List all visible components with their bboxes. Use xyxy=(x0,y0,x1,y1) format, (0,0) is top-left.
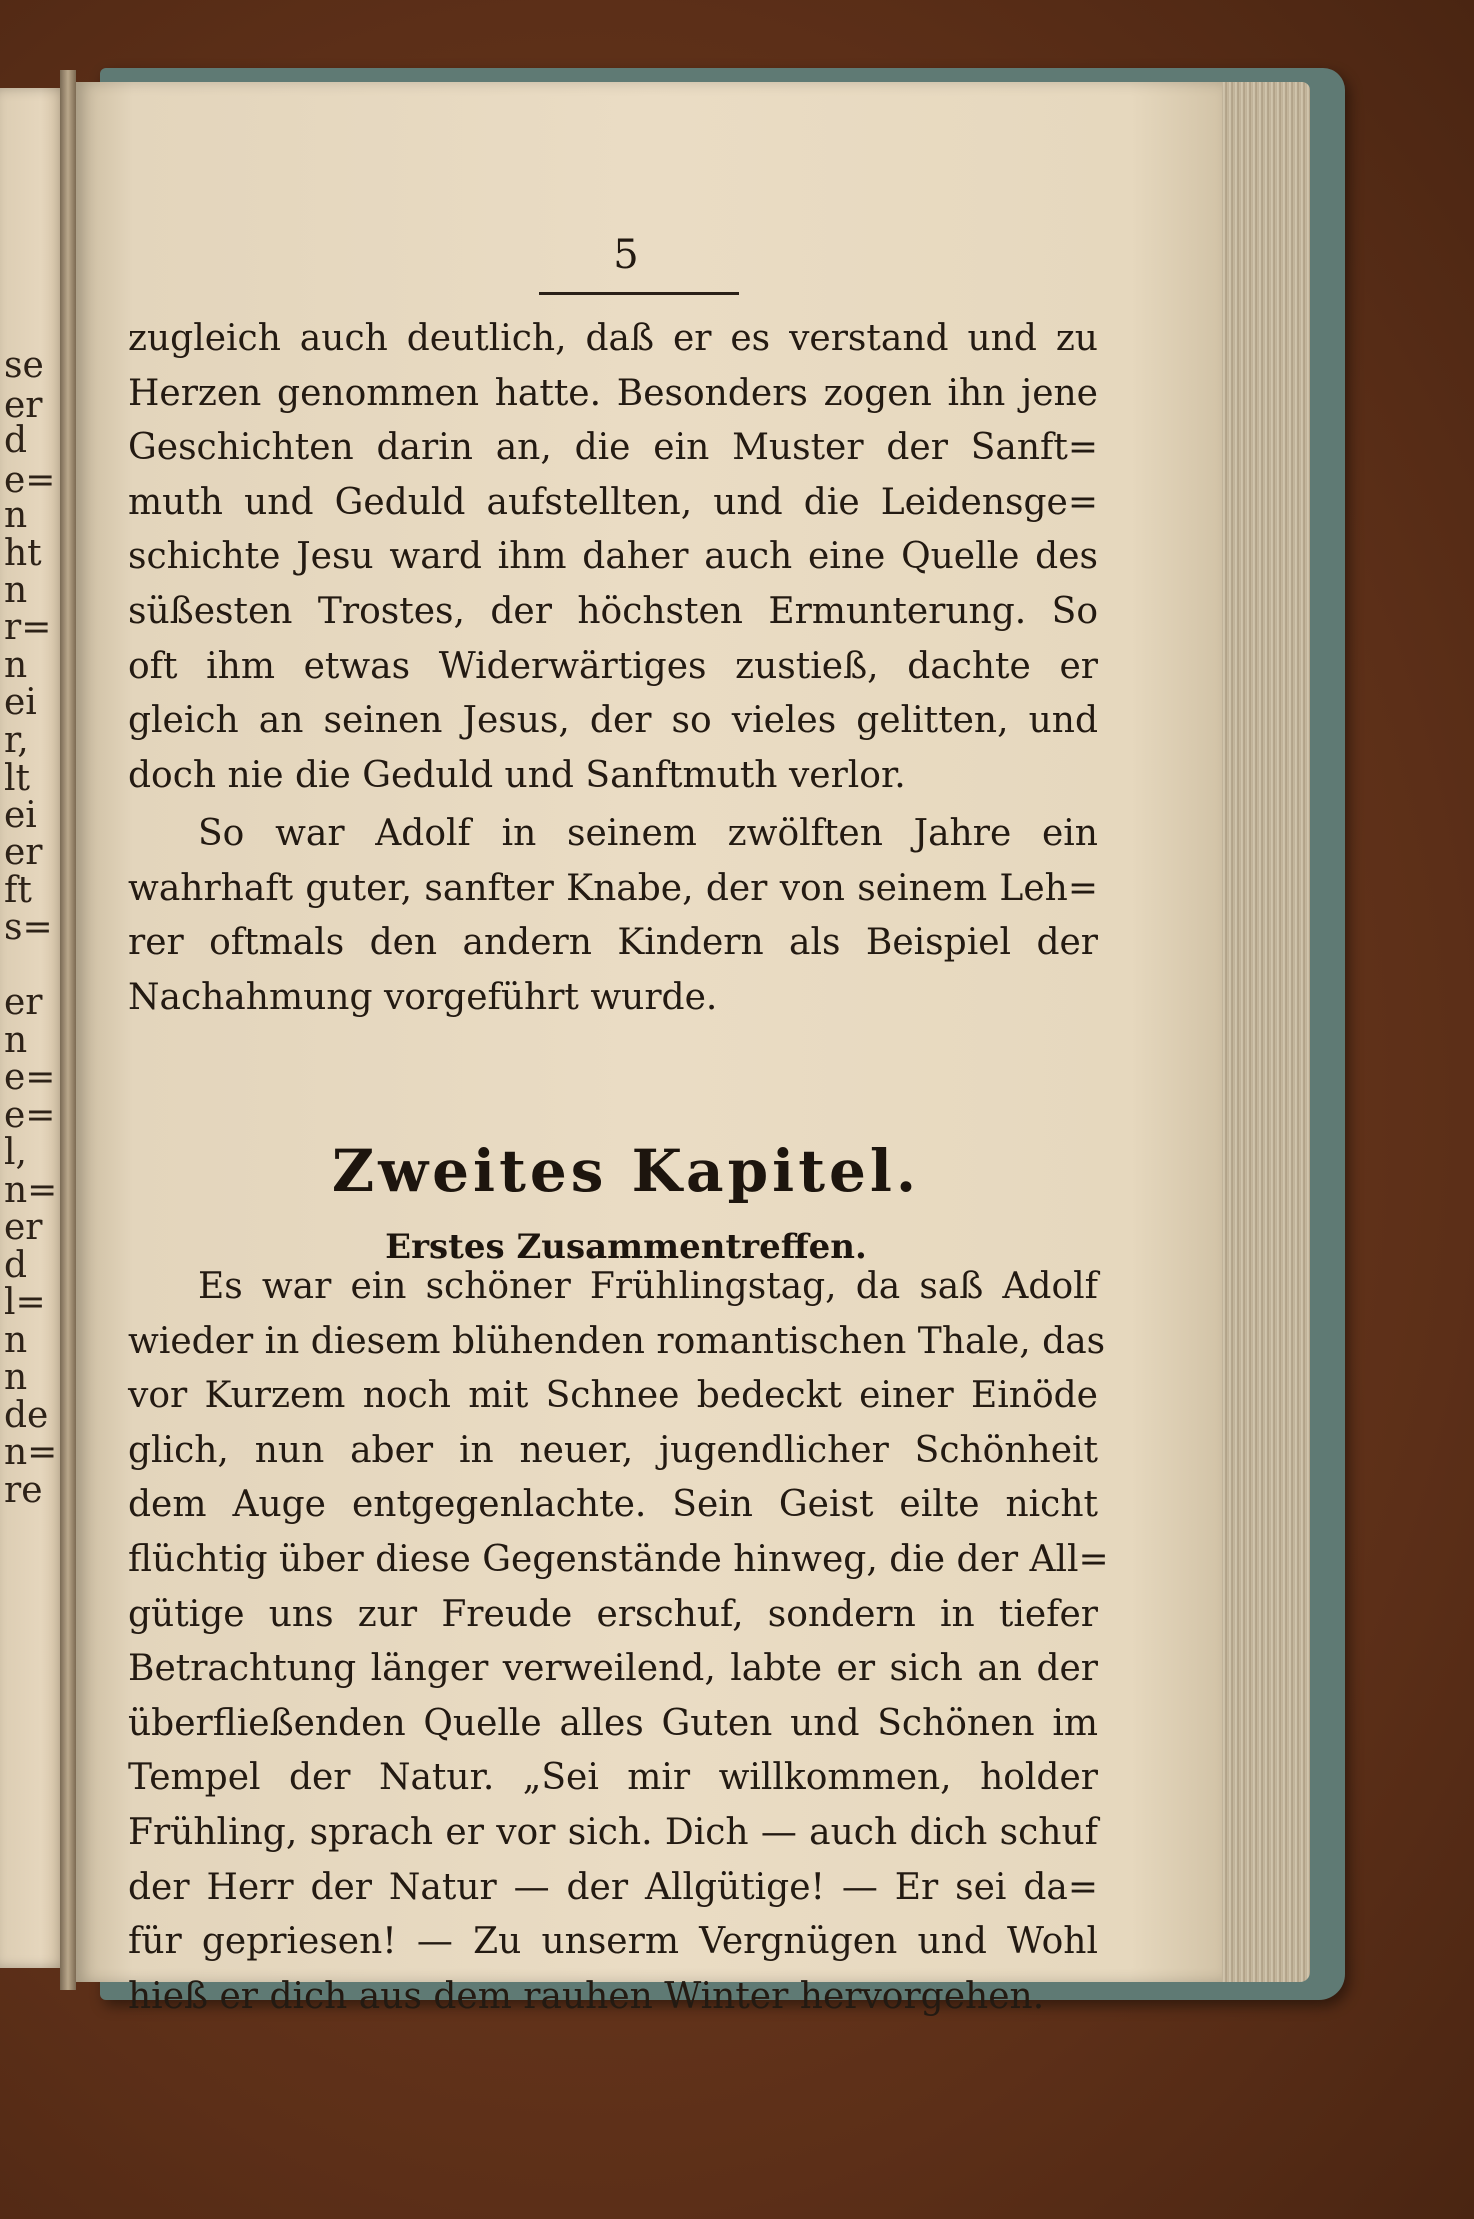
previous-page-edge xyxy=(0,88,68,1968)
text-line: flüchtig über diese Gegenstände hinweg, die der All= xyxy=(128,1538,1109,1580)
previous-page-text-fragment: n xyxy=(4,1020,28,1061)
previous-page-text-fragment: l, xyxy=(4,1132,27,1173)
previous-page-text-fragment: er xyxy=(4,385,43,426)
text-line: Geschichten darin an, die ein Muster der Sanft= xyxy=(128,427,1098,469)
text-line: gleich an seinen Jesus, der so vieles gelitten, und xyxy=(128,700,1098,742)
book-gutter xyxy=(60,70,76,1990)
text-line: gütige uns zur Freude erschuf, sondern in tiefer xyxy=(128,1593,1098,1635)
text-line: rer oftmals den andern Kindern als Beispiel der xyxy=(128,922,1098,964)
previous-page-text-fragment: r, xyxy=(4,720,29,761)
page-block-edges xyxy=(1210,82,1310,1982)
previous-page-text-fragment: n= xyxy=(4,1170,58,1211)
text-line: Es war ein schöner Frühlingstag, da saß Adolf xyxy=(198,1266,1098,1307)
previous-page-text-fragment: n xyxy=(4,570,28,611)
text-line: Herzen genommen hatte. Besonders zogen ihn jene xyxy=(128,372,1098,414)
header-rule xyxy=(539,292,739,295)
text-line: muth und Geduld aufstellten, und die Leidensge= xyxy=(128,481,1098,523)
chapter-title: Zweites Kapitel. xyxy=(331,1137,921,1205)
previous-page-text-fragment: ei xyxy=(4,795,37,836)
previous-page-text-fragment: s= xyxy=(4,907,53,948)
text-line: für gepriesen! — Zu unserm Vergnügen und Wohl xyxy=(128,1921,1098,1963)
previous-page-text-fragment: n xyxy=(4,495,28,536)
previous-page-text-fragment: ei xyxy=(4,682,37,723)
text-line: schichte Jesu ward ihm daher auch eine Quelle des xyxy=(128,536,1098,578)
previous-page-text-fragment: l= xyxy=(4,1282,46,1323)
text-line: süßesten Trostes, der höchsten Ermunterung. So xyxy=(128,590,1098,632)
text-line: der Herr der Natur — der Allgütige! — Er sei da= xyxy=(128,1866,1098,1908)
text-line: wieder in diesem blühenden romantischen Thale, das xyxy=(128,1320,1106,1362)
text-line: Frühling, sprach er vor sich. Dich — auch dich schuf xyxy=(128,1811,1098,1853)
text-line: doch nie die Geduld und Sanftmuth verlor. xyxy=(128,754,906,796)
paragraph-1 xyxy=(128,312,1098,803)
text-line: Tempel der Natur. „Sei mir willkommen, holder xyxy=(128,1757,1098,1799)
book-page xyxy=(76,82,1222,2017)
previous-page-text-fragment: e= xyxy=(4,1057,56,1098)
text-line: glich, nun aber in neuer, jugendlicher Schönheit xyxy=(128,1429,1098,1471)
previous-page-text-fragment: d xyxy=(4,1245,28,1286)
text-line: So war Adolf in seinem zwölften Jahre ein xyxy=(198,813,1098,854)
paragraph-3 xyxy=(128,1260,1109,2024)
text-line: überfließenden Quelle alles Guten und Schönen im xyxy=(128,1702,1098,1744)
text-line: dem Auge entgegenlachte. Sein Geist eilte nicht xyxy=(128,1484,1098,1526)
previous-page-text-fragment: n xyxy=(4,1357,28,1398)
previous-page-text-fragment: r= xyxy=(4,607,52,648)
previous-page-text-fragment: er xyxy=(4,832,43,873)
previous-page-text-fragment: lt xyxy=(4,758,30,799)
previous-page-text-fragment: n= xyxy=(4,1432,58,1473)
previous-page-text-fragment: d xyxy=(4,420,28,461)
previous-page-text-fragment: ft xyxy=(4,870,32,911)
previous-page-text-fragment: n xyxy=(4,645,28,686)
paragraph-2 xyxy=(128,807,1098,1025)
previous-page-text-fragment: e= xyxy=(4,460,56,501)
text-line: Nachahmung vorgeführt wurde. xyxy=(128,976,718,1018)
section-title: Erstes Zusammentreffen. xyxy=(385,1227,867,1267)
page-number: 5 xyxy=(613,232,639,278)
text-line: zugleich auch deutlich, daß er es verstand und zu xyxy=(128,318,1098,359)
previous-page-text-fragment: ht xyxy=(4,533,42,574)
previous-page-text-fragment: e= xyxy=(4,1095,56,1136)
previous-page-text-fragment: er xyxy=(4,982,43,1023)
text-line: oft ihm etwas Widerwärtiges zustieß, dachte er xyxy=(128,645,1098,687)
previous-page-text-fragment: er xyxy=(4,1207,43,1248)
text-line: wahrhaft guter, sanfter Knabe, der von seinem Leh= xyxy=(128,867,1098,909)
text-line: hieß er dich aus dem rauhen Winter hervorgehen. xyxy=(128,1975,1045,2017)
text-line: vor Kurzem noch mit Schnee bedeckt einer Einöde xyxy=(128,1375,1098,1417)
previous-page-text-fragment: re xyxy=(4,1470,43,1511)
text-line: Betrachtung länger verweilend, labte er sich an der xyxy=(128,1648,1098,1690)
previous-page-text-fragment: n xyxy=(4,1320,28,1361)
previous-page-text-fragment: se xyxy=(4,345,44,386)
previous-page-text-fragment: de xyxy=(4,1395,49,1436)
